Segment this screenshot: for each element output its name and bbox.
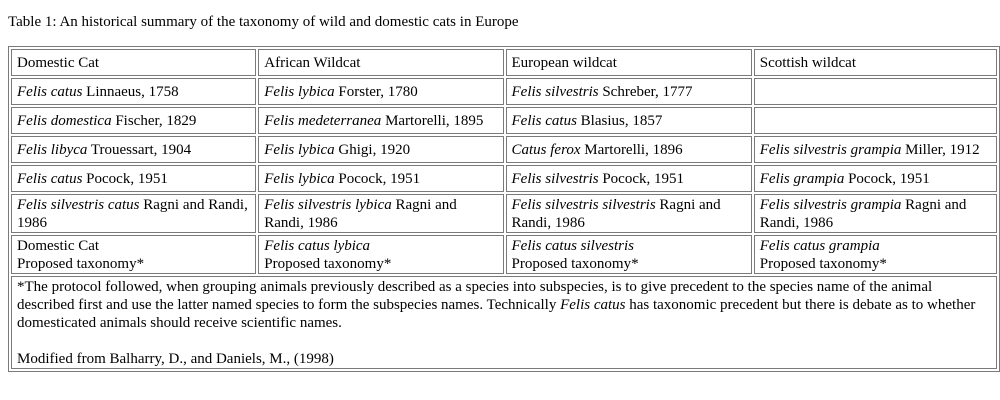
table-row bbox=[11, 194, 997, 233]
table-row bbox=[11, 136, 997, 163]
table-cell: Felis lybica Ghigi, 1920 bbox=[258, 136, 503, 163]
table-cell: Felis catus Blasius, 1857 bbox=[506, 107, 752, 134]
table-cell: Felis catus Linnaeus, 1758 bbox=[11, 78, 256, 105]
proposed-name: Felis catus silvestris bbox=[511, 238, 634, 254]
table-row bbox=[11, 107, 997, 134]
header-scottish-wildcat: Scottish wildcat bbox=[754, 49, 997, 76]
table-caption: Table 1: An historical summary of the taxonomy of wild and domestic cats in Europe bbox=[8, 14, 519, 30]
table-row bbox=[11, 165, 997, 192]
taxonomy-table bbox=[8, 46, 1000, 372]
table-cell: Felis domestica Fischer, 1829 bbox=[11, 107, 256, 134]
proposed-label: Proposed taxonomy* bbox=[759, 256, 887, 272]
table-cell: Felis lybica Pocock, 1951 bbox=[258, 165, 503, 192]
table-cell-empty bbox=[754, 107, 997, 134]
table-cell: Felis silvestris silvestris Ragni and Randi, 1986 bbox=[506, 194, 752, 233]
footnote-source: Modified from Balharry, D., and Daniels, M., (1998) bbox=[17, 351, 334, 367]
table-cell: Felis medeterranea Martorelli, 1895 bbox=[258, 107, 503, 134]
table-cell: Felis catus Pocock, 1951 bbox=[11, 165, 256, 192]
table-row bbox=[11, 78, 997, 105]
footnote-text: *The protocol followed, when grouping animals previously described as a species into subspecies, is to give precedent to the species name of the animal described first and use the latter named species to form the subspecies names. Technically Felis catus has taxonomic precedent but there is debate as to whether domesticated animals should receive scientific names. bbox=[17, 279, 976, 331]
table-cell: Felis silvestris grampia Ragni and Randi, 1986 bbox=[754, 194, 997, 233]
proposed-cell-scottish bbox=[754, 235, 997, 274]
footnote-cell bbox=[11, 276, 997, 369]
proposed-label: Proposed taxonomy* bbox=[264, 256, 392, 272]
table-cell: Felis silvestris Pocock, 1951 bbox=[506, 165, 752, 192]
footnote-row bbox=[11, 276, 997, 369]
header-african-wildcat: African Wildcat bbox=[258, 49, 503, 76]
header-row bbox=[11, 49, 997, 76]
proposed-cell-european bbox=[506, 235, 752, 274]
table-cell: Felis silvestris catus Ragni and Randi, 1986 bbox=[11, 194, 256, 233]
header-european-wildcat: European wildcat bbox=[506, 49, 752, 76]
proposed-taxonomy-row bbox=[11, 235, 997, 274]
table-cell: Felis grampia Pocock, 1951 bbox=[754, 165, 997, 192]
proposed-name: Felis catus lybica bbox=[264, 238, 371, 254]
table-cell: Felis silvestris grampia Miller, 1912 bbox=[754, 136, 997, 163]
proposed-name: Domestic Cat bbox=[17, 238, 100, 254]
proposed-label: Proposed taxonomy* bbox=[17, 256, 145, 272]
proposed-name: Felis catus grampia bbox=[759, 238, 880, 254]
table-cell: Felis lybica Forster, 1780 bbox=[258, 78, 503, 105]
table-cell: Felis libyca Trouessart, 1904 bbox=[11, 136, 256, 163]
table-cell-empty bbox=[754, 78, 997, 105]
header-domestic-cat: Domestic Cat bbox=[11, 49, 256, 76]
table-cell: Felis silvestris lybica Ragni and Randi, 1986 bbox=[258, 194, 503, 233]
proposed-cell-domestic bbox=[11, 235, 256, 274]
table-cell: Felis silvestris Schreber, 1777 bbox=[506, 78, 752, 105]
proposed-label: Proposed taxonomy* bbox=[511, 256, 639, 272]
proposed-cell-african bbox=[258, 235, 503, 274]
table-cell: Catus ferox Martorelli, 1896 bbox=[506, 136, 752, 163]
